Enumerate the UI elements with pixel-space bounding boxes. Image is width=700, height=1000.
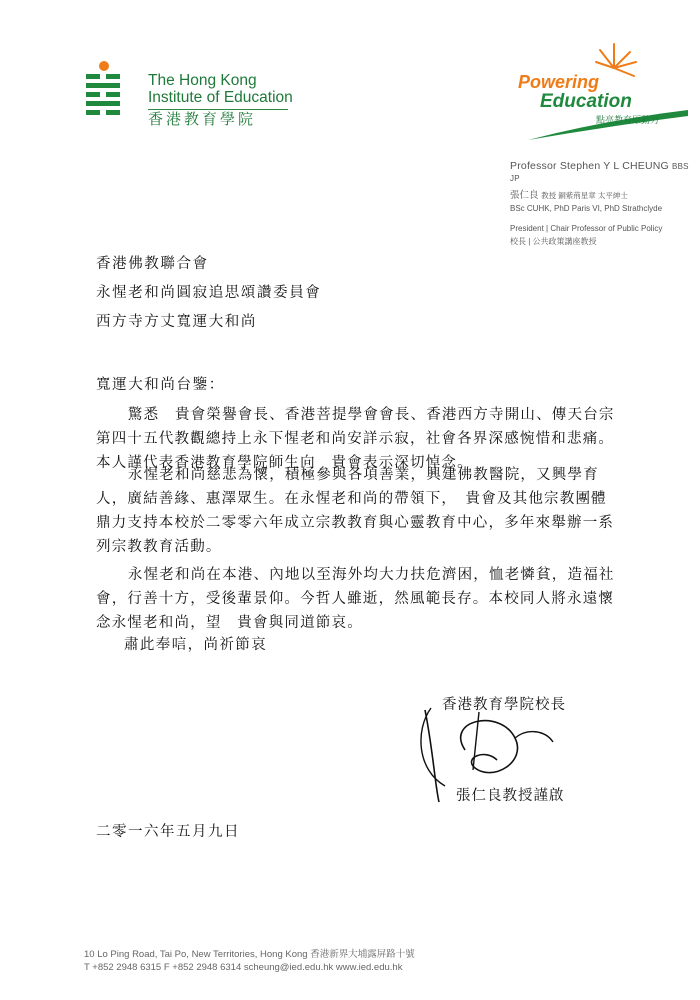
hkied-logo-icon bbox=[84, 60, 144, 120]
tagline-powering: Powering bbox=[518, 72, 600, 92]
signatory-name: 張仁良教授謹啟 bbox=[456, 788, 565, 804]
institution-name-zh: 香港教育學院 bbox=[148, 111, 257, 128]
tagline-zh: 點亮教育原動力 bbox=[596, 115, 660, 125]
addressee-3: 西方寺方丈寬運大和尚 bbox=[96, 314, 257, 330]
paragraph-3: 永惺老和尚在本港、內地以至海外均大力扶危濟困，恤老憐貧，造福社會，行善十方，受後輩景仰。今哲人雖逝，然風範長存。本校同人將永遠懷念永惺老和尚，望 貴會與同道節哀。 bbox=[96, 567, 615, 631]
footer bbox=[84, 948, 415, 974]
president-role-zh: 校長 | 公共政策講座教授 bbox=[510, 237, 597, 246]
salutation: 寬運大和尚台鑒： bbox=[96, 377, 225, 393]
institution-name bbox=[148, 72, 293, 129]
footer-address: 10 Lo Ping Road, Tai Po, New Territories, Hong Kong 香港新界大埔露屏路十號 bbox=[84, 949, 415, 960]
closing-line: 肅此奉唁，尚祈節哀 bbox=[124, 637, 268, 653]
paragraph-1: 驚悉 貴會榮譽會長、香港菩提學會會長、香港西方寺開山、傳天台宗第四十五代教觀總持上永下惺老和尚安詳示寂，社會各界深感惋惜和悲痛。本人謹代表香港教育學院師生向 貴會表示深切悼念。 bbox=[96, 407, 615, 471]
letter-date: 二零一六年五月九日 bbox=[96, 824, 240, 840]
president-info bbox=[510, 160, 700, 247]
powering-education-logo bbox=[510, 40, 690, 150]
addressee-2: 永惺老和尚圓寂追思頌讚委員會 bbox=[96, 285, 322, 301]
institution-name-en: The Hong Kong Institute of Education bbox=[148, 72, 293, 106]
paragraph-2: 永惺老和尚慈悲為懷，積極參與各項善業，興建佛教醫院，又興學育人，廣結善緣、惠澤眾生。在永惺老和尚的帶領下， 貴會及其他宗教團體鼎力支持本校於二零零六年成立宗教教育與心靈教育中心，多年來舉辦一系列宗教教育活動。 bbox=[96, 467, 615, 555]
tagline-education: Education bbox=[540, 91, 632, 112]
president-honours-zh: 教授 銅紫荊星章 太平紳士 bbox=[541, 191, 628, 200]
footer-contact: T +852 2948 6315 F +852 2948 6314 scheung@ied.edu.hk www.ied.edu.hk bbox=[84, 962, 403, 973]
president-honours: BBS JP bbox=[510, 162, 689, 183]
logo-divider bbox=[148, 109, 288, 110]
signatory-title: 香港教育學院校長 bbox=[442, 697, 566, 713]
addressee-1: 香港佛教聯合會 bbox=[96, 256, 209, 272]
president-name: Professor Stephen Y L CHEUNG bbox=[510, 160, 669, 172]
president-degrees: BSc CUHK, PhD Paris VI, PhD Strathclyde bbox=[510, 204, 663, 213]
president-role: President | Chair Professor of Public Policy bbox=[510, 224, 663, 233]
president-name-zh: 張仁良 bbox=[510, 190, 539, 201]
